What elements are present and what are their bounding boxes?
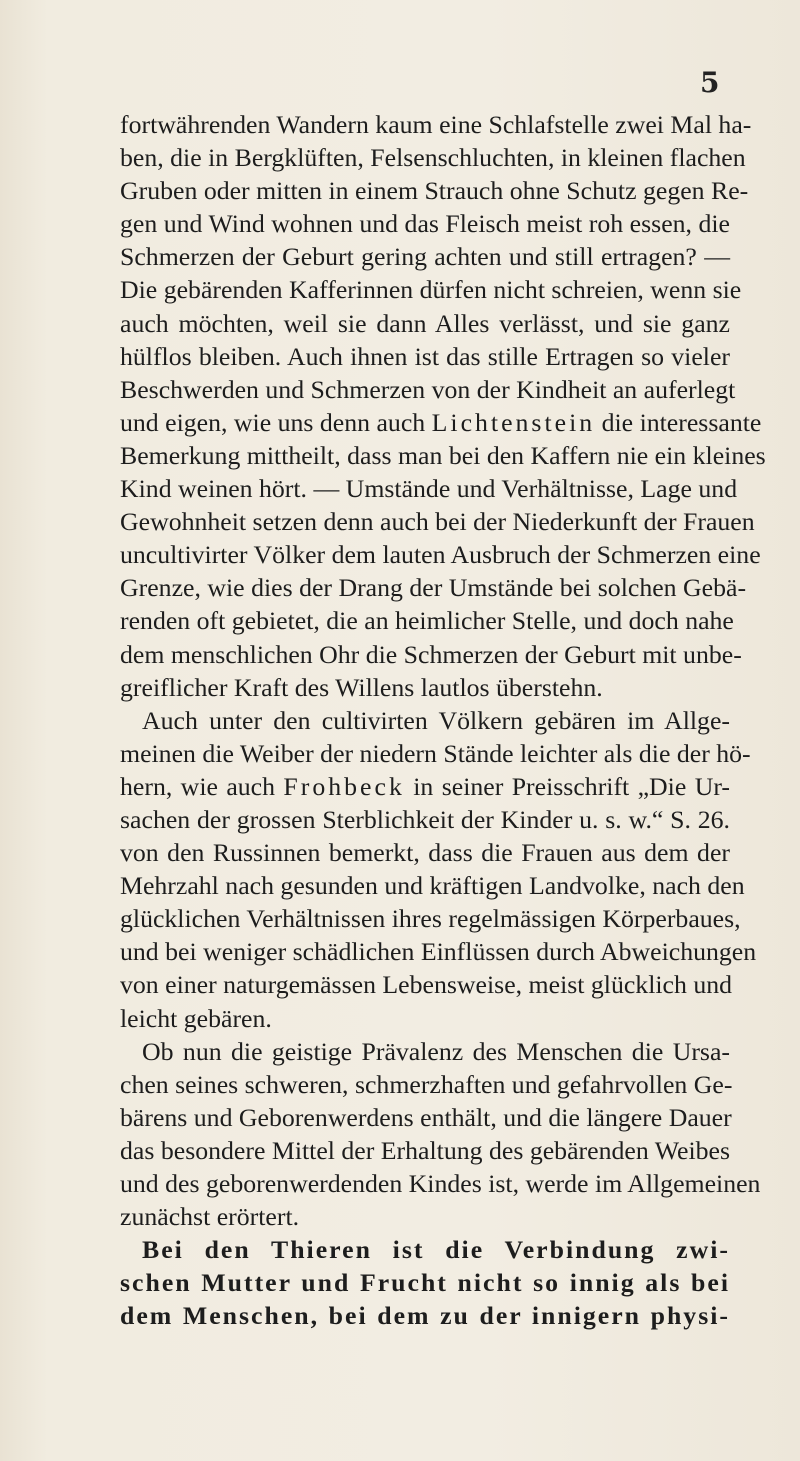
text-line: Gruben oder mitten in einem Strauch ohne Schutz gegen Re-	[120, 176, 749, 206]
text-line: fortwährenden Wandern kaum eine Schlafstelle zwei Mal ha-	[120, 110, 752, 139]
author-name-lichtenstein: Lichtenstein	[431, 407, 596, 437]
text-line: Auch unter den cultivirten Völkern gebären im Allge-	[142, 705, 730, 735]
text-line: Gewohnheit setzen denn auch bei der Niederkunft der Frauen	[120, 507, 755, 537]
text-line: gen und Wind wohnen und das Fleisch meist roh essen, die	[120, 209, 730, 239]
text-line: und des geborenwerdenden Kindes ist, werde im Allgemeinen	[120, 1169, 761, 1198]
text-line: Mehrzahl nach gesunden und kräftigen Landvolke, nach den	[120, 871, 745, 901]
text-line: zunächst erörtert.	[120, 1202, 300, 1232]
text-line-emphasized: dem Menschen, bei dem zu der innigern physi-	[120, 1301, 730, 1331]
text-line: sachen der grossen Sterblichkeit der Kinder u. s. w.“ S. 26.	[120, 804, 730, 834]
text-line: meinen die Weiber der niedern Stände leichter als die der hö-	[120, 738, 751, 768]
text-line: renden oft gebietet, die an heimlicher Stelle, und doch nahe	[120, 606, 734, 636]
text-line-emphasized: schen Mutter und Frucht nicht so innig als bei	[120, 1268, 730, 1298]
text-line: Ob nun die geistige Prävalenz des Menschen die Ursa-	[142, 1036, 730, 1066]
text-line: von einer naturgemässen Lebensweise, meist glücklich und	[120, 970, 733, 1000]
text-segment: die interessante	[595, 407, 762, 437]
text-line: leicht gebären.	[120, 1003, 272, 1033]
text-line-emphasized: Bei den Thieren ist die Verbindung zwi-	[142, 1235, 730, 1265]
text-line: dem menschlichen Ohr die Schmerzen der Geburt mit unbe-	[120, 639, 742, 669]
text-line: uncultivirter Völker dem lauten Ausbruch der Schmerzen eine	[120, 540, 761, 570]
text-line: bärens und Geborenwerdens enthält, und die längere Dauer	[120, 1102, 732, 1132]
text-line: Beschwerden und Schmerzen von der Kindheit an auferlegt	[120, 374, 736, 404]
text-line: Schmerzen der Geburt gering achten und still ertragen? —	[120, 242, 730, 272]
body-text	[120, 108, 766, 1332]
text-line: Die gebärenden Kafferinnen dürfen nicht schreien, wenn sie	[120, 275, 742, 305]
text-line: das besondere Mittel der Erhaltung des gebärenden Weibes	[120, 1135, 730, 1165]
text-line: Bemerkung mittheilt, dass man bei den Kaffern nie ein kleines	[120, 440, 766, 470]
text-line: und bei weniger schädlichen Einflüssen durch Abweichungen	[120, 937, 757, 967]
text-line-lichtenstein	[120, 406, 762, 439]
page-number: 5	[700, 66, 720, 99]
text-line: hülflos bleiben. Auch ihnen ist das stille Ertragen so vieler	[120, 341, 730, 371]
text-line: greiflicher Kraft des Willens lautlos überstehn.	[120, 672, 603, 702]
text-segment: in seiner Preisschrift „Die Ur-	[404, 771, 730, 801]
text-line: chen seines schweren, schmerzhaften und gefahrvollen Ge-	[120, 1069, 733, 1099]
text-line: Grenze, wie dies der Drang der Umstände bei solchen Gebä-	[120, 573, 747, 603]
text-line: von den Russinnen bemerkt, dass die Frauen aus dem der	[120, 838, 730, 868]
text-segment: hern, wie auch	[120, 771, 284, 801]
text-line: glücklichen Verhältnissen ihres regelmässigen Körperbaues,	[120, 904, 741, 934]
text-line: ben, die in Bergklüften, Felsenschluchten, in kleinen flachen	[120, 143, 746, 173]
text-line-frohbeck	[120, 770, 730, 803]
text-line: Kind weinen hört. — Umstände und Verhältnisse, Lage und	[120, 474, 738, 504]
text-line: auch möchten, weil sie dann Alles verlässt, und sie ganz	[120, 308, 730, 338]
text-segment: und eigen, wie uns denn auch	[120, 407, 432, 437]
author-name-frohbeck: Frohbeck	[283, 771, 405, 801]
